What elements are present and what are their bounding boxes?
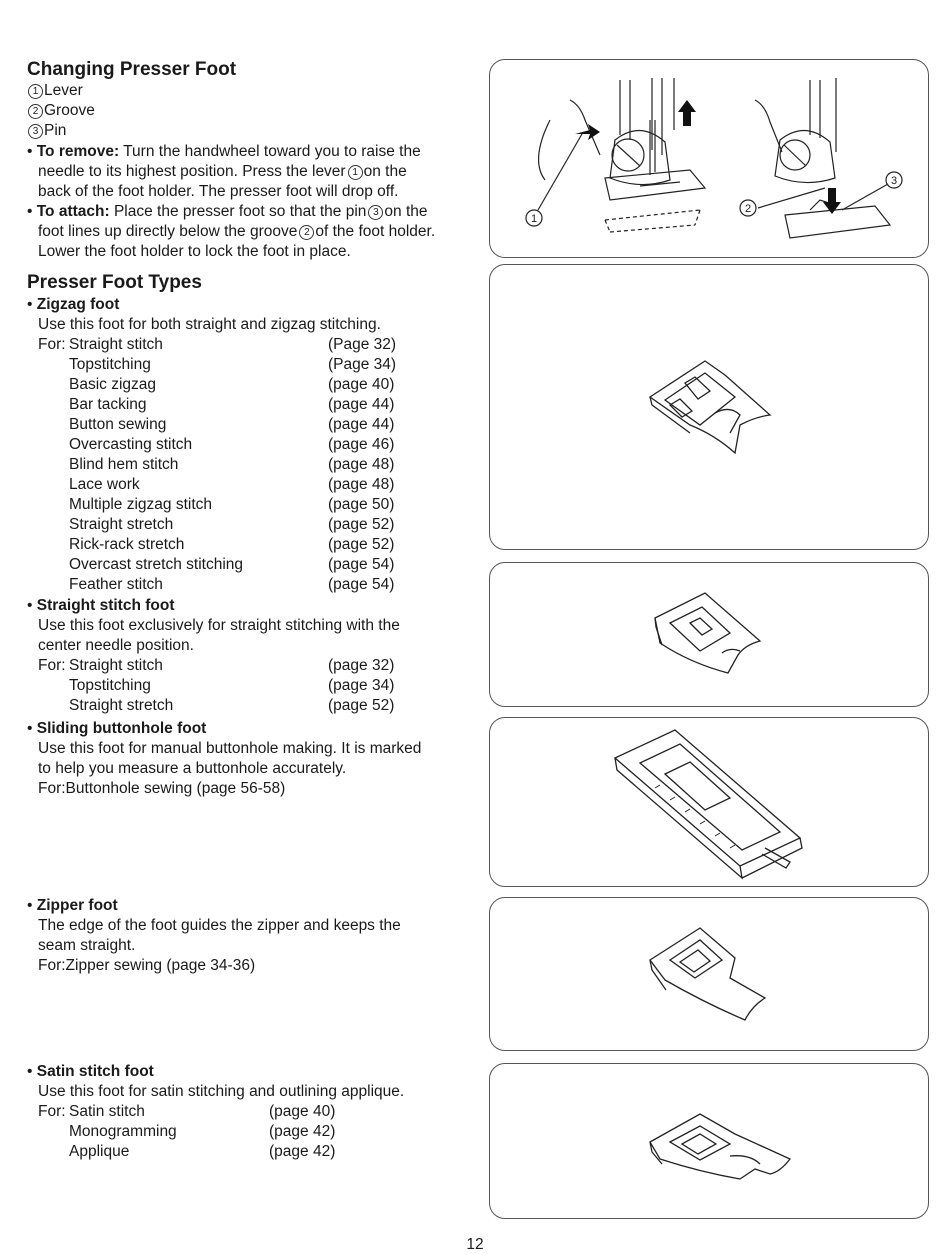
- callout-3-inline: 3: [368, 205, 383, 220]
- use-row: [27, 676, 467, 696]
- use-page-ref: (Page 32): [328, 336, 397, 353]
- callout-2-label: [740, 200, 756, 216]
- section-title-presser-foot-types: Presser Foot Types: [27, 272, 202, 293]
- satin-foot-uses: [27, 1102, 467, 1162]
- attach-label: To attach:: [36, 203, 110, 220]
- zigzag-foot-desc: Use this foot for both straight and zigzag stitching.: [38, 316, 381, 333]
- zipper-foot-heading: Zipper foot: [36, 897, 118, 914]
- use-page-ref: (page 40): [269, 1103, 336, 1120]
- callout-1-label: [526, 210, 542, 226]
- use-label: Straight stitch: [69, 657, 163, 674]
- use-label: Overcast stretch stitching: [69, 556, 244, 573]
- use-label: Applique: [69, 1143, 130, 1160]
- use-page-ref: (page 32): [328, 657, 395, 674]
- use-page-ref: (page 50): [328, 496, 395, 513]
- straight-foot-illustration: [489, 562, 929, 707]
- zigzag-foot-section: • Zigzag foot Use this foot for both straight and zigzag stitching. For: Straight stitch (Page 32) Topstitching (Page 34) Basic zigzag (page 40) Bar tacking (page 44) Button sewing (page 44) Overcasting stitch (page 46) Blind hem stitch (page 48) Lace work (page 48) Multiple zigzag stitch (page 50) Straight stretch (page 52) Rick-rack stretch (page 52) Overcast stretch stitching (page 54) Feather stitch (page 54): [27, 295, 467, 595]
- use-row: [27, 1122, 467, 1142]
- use-page-ref: (page 52): [328, 697, 395, 714]
- use-page-ref: (page 48): [328, 456, 395, 473]
- use-row: [27, 335, 467, 355]
- changing-foot-illustration: [489, 59, 929, 258]
- use-label: Straight stretch: [69, 697, 174, 714]
- use-page-ref: (page 44): [328, 396, 395, 413]
- use-label: Lace work: [69, 476, 140, 493]
- use-row: [27, 696, 467, 716]
- use-row: [27, 355, 467, 375]
- use-page-ref: (page 42): [269, 1143, 336, 1160]
- use-label: Basic zigzag: [69, 376, 157, 393]
- zipper-foot-illustration: [489, 897, 929, 1051]
- section-title-changing-presser-foot: Changing Presser Foot: [27, 59, 237, 80]
- zigzag-foot-illustration: [489, 264, 929, 550]
- use-row: [27, 415, 467, 435]
- use-row: [27, 375, 467, 395]
- use-row: [27, 395, 467, 415]
- remove-label: To remove:: [36, 143, 120, 160]
- use-page-ref: (page 54): [328, 556, 395, 573]
- arrow-up-icon: [678, 100, 696, 126]
- use-page-ref: (page 44): [328, 416, 395, 433]
- use-label: Topstitching: [69, 677, 151, 694]
- satin-foot-illustration: [489, 1063, 929, 1219]
- zigzag-foot-uses: [27, 335, 467, 595]
- machine-right-illustration: [755, 78, 890, 238]
- use-page-ref: (page 40): [328, 376, 395, 393]
- use-row: [27, 1102, 467, 1122]
- use-label: Blind hem stitch: [69, 456, 179, 473]
- use-label: Multiple zigzag stitch: [69, 496, 213, 513]
- callout-3-label: [886, 172, 902, 188]
- use-row: [27, 1142, 467, 1162]
- zipper-foot-section: • Zipper foot The edge of the foot guides the zipper and keeps the seam straight. For:Zipper sewing (page 34-36): [27, 897, 401, 974]
- use-page-ref: (page 42): [269, 1123, 336, 1140]
- use-row: [27, 435, 467, 455]
- attach-instructions: • To attach: Place the presser foot so that the pin 3 on the foot lines up directly below the groove 2 of the foot holder. Lower the foot holder to lock the foot in place.: [27, 203, 436, 260]
- buttonhole-foot-heading: Sliding buttonhole foot: [36, 720, 207, 737]
- use-row: [27, 455, 467, 475]
- callout-2-inline: 2: [299, 225, 314, 240]
- for-prefix: For:: [38, 1103, 66, 1120]
- zigzag-foot-heading: Zigzag foot: [36, 296, 120, 313]
- buttonhole-foot-illustration: [489, 717, 929, 887]
- use-row: [27, 555, 467, 575]
- use-label: Satin stitch: [69, 1103, 145, 1120]
- use-page-ref: (page 54): [328, 576, 395, 593]
- straight-foot-heading: Straight stitch foot: [36, 597, 175, 614]
- use-page-ref: (page 52): [328, 536, 395, 553]
- use-page-ref: (page 46): [328, 436, 395, 453]
- use-row: [27, 535, 467, 555]
- straight-foot-uses: [27, 656, 467, 716]
- use-row: [27, 656, 467, 676]
- use-row: [27, 495, 467, 515]
- use-row: [27, 575, 467, 595]
- use-label: Button sewing: [69, 416, 167, 433]
- part-groove: 2 Groove: [28, 101, 95, 121]
- page-number: 12: [466, 1236, 484, 1253]
- satin-foot-heading: Satin stitch foot: [36, 1063, 154, 1080]
- for-prefix: For:: [38, 336, 66, 353]
- use-row: [27, 475, 467, 495]
- use-row: [27, 515, 467, 535]
- part-lever: 1 Lever: [28, 81, 95, 101]
- use-label: Feather stitch: [69, 576, 163, 593]
- satin-foot-section: • Satin stitch foot Use this foot for satin stitching and outlining applique. For: Satin stitch (page 40) Monogramming (page 42) Applique (page 42): [27, 1062, 467, 1162]
- part-pin: 3 Pin: [28, 121, 95, 141]
- parts-list: [28, 81, 95, 141]
- use-label: Topstitching: [69, 356, 151, 373]
- machine-left-illustration: [539, 78, 705, 232]
- use-label: Rick-rack stretch: [69, 536, 185, 553]
- use-page-ref: (Page 34): [328, 356, 397, 373]
- svg-text:1: 1: [530, 213, 538, 225]
- straight-foot-section: • Straight stitch foot Use this foot exclusively for straight stitching with the center needle position. For: Straight stitch (page 32) Topstitching (page 34) Straight stretch (page 52): [27, 596, 467, 716]
- use-label: Overcasting stitch: [69, 436, 193, 453]
- svg-text:3: 3: [890, 175, 898, 187]
- use-label: Straight stitch: [69, 336, 163, 353]
- use-label: Bar tacking: [69, 396, 147, 413]
- buttonhole-foot-section: • Sliding buttonhole foot Use this foot for manual buttonhole making. It is marked to help you measure a buttonhole accurately. For:Buttonhole sewing (page 56-58): [27, 720, 422, 797]
- callout-1-inline: 1: [348, 165, 363, 180]
- svg-text:2: 2: [744, 203, 752, 215]
- use-page-ref: (page 48): [328, 476, 395, 493]
- remove-instructions: • To remove: Turn the handwheel toward you to raise the needle to its highest position. Press the lever 1 on the back of the foot holder. The presser foot will drop off.: [27, 143, 421, 200]
- use-page-ref: (page 52): [328, 516, 395, 533]
- use-label: Monogramming: [69, 1123, 177, 1140]
- use-page-ref: (page 34): [328, 677, 395, 694]
- for-prefix: For:: [38, 657, 66, 674]
- use-label: Straight stretch: [69, 516, 174, 533]
